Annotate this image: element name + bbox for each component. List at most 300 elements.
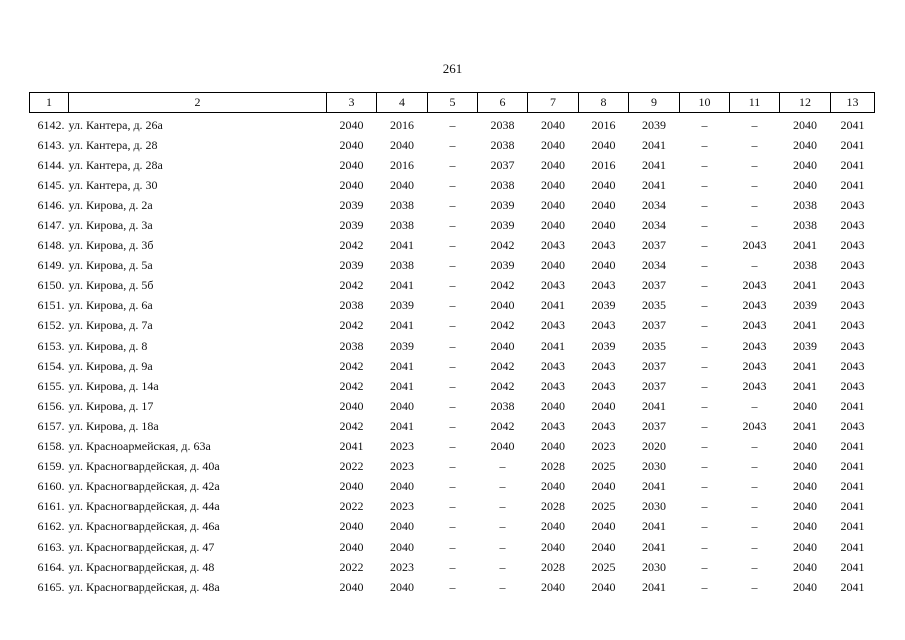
year-cell: 2028 [541, 499, 565, 514]
year-cell: 2041 [390, 238, 414, 253]
table-row [30, 537, 875, 557]
year-cell: – [751, 499, 758, 514]
year-cell: 2040 [390, 479, 414, 494]
year-cell: 2043 [591, 278, 616, 293]
year-cell: – [449, 117, 456, 132]
year-cell: 2022 [339, 499, 364, 514]
year-cell: 2042 [490, 318, 515, 333]
year-cell: – [449, 258, 456, 273]
column-header-11: 11 [730, 93, 780, 113]
year-cell: 2041 [642, 579, 666, 594]
year-cell: 2043 [591, 418, 616, 433]
year-cell: 2041 [390, 418, 414, 433]
year-cell: 2040 [793, 439, 817, 454]
table-row [30, 437, 875, 457]
address-cell: ул. Кирова, д. 17 [68, 398, 154, 413]
year-cell: – [449, 157, 456, 172]
year-cell: – [449, 499, 456, 514]
year-cell: – [449, 479, 456, 494]
table-row [30, 175, 875, 195]
year-cell: – [701, 157, 708, 172]
year-cell: 2028 [541, 559, 565, 574]
year-cell: 2040 [390, 519, 414, 534]
year-cell: 2040 [591, 137, 616, 152]
year-cell: 2040 [339, 519, 364, 534]
year-cell: 2025 [591, 459, 616, 474]
table-row [30, 276, 875, 296]
table-row [30, 497, 875, 517]
row-number: 6159. [37, 459, 65, 474]
year-cell: – [751, 157, 758, 172]
year-cell: 2038 [390, 218, 414, 233]
year-cell: 2040 [541, 117, 565, 132]
year-cell: 2041 [793, 278, 817, 293]
year-cell: 2041 [840, 459, 865, 474]
year-cell: 2041 [390, 358, 414, 373]
year-cell: 2040 [591, 519, 616, 534]
table-row [30, 356, 875, 376]
year-cell: 2040 [793, 459, 817, 474]
year-cell: – [499, 559, 506, 574]
address-cell: ул. Кантера, д. 26а [68, 117, 163, 132]
year-cell: 2043 [840, 418, 865, 433]
row-number: 6154. [37, 358, 65, 373]
data-table [29, 92, 875, 597]
year-cell: 2041 [840, 157, 865, 172]
year-cell: 2043 [591, 358, 616, 373]
year-cell: 2040 [339, 479, 364, 494]
year-cell: 2040 [541, 398, 565, 413]
year-cell: 2042 [339, 238, 364, 253]
year-cell: 2043 [742, 418, 767, 433]
year-cell: 2034 [642, 218, 666, 233]
year-cell: – [701, 459, 708, 474]
year-cell: 2040 [793, 177, 817, 192]
row-number: 6152. [37, 318, 65, 333]
year-cell: 2037 [642, 278, 666, 293]
year-cell: 2039 [591, 338, 616, 353]
address-cell: ул. Кирова, д. 14а [68, 378, 159, 393]
year-cell: 2041 [642, 177, 666, 192]
year-cell: 2040 [793, 559, 817, 574]
column-header-12: 12 [780, 93, 831, 113]
row-number: 6160. [37, 479, 65, 494]
year-cell: 2037 [642, 238, 666, 253]
year-cell: 2040 [541, 579, 565, 594]
year-cell: 2041 [840, 137, 865, 152]
year-cell: 2041 [840, 398, 865, 413]
year-cell: – [751, 177, 758, 192]
address-cell: ул. Кирова, д. 9а [68, 358, 153, 373]
address-cell: ул. Красногвардейская, д. 48 [68, 559, 215, 574]
year-cell: 2043 [840, 338, 865, 353]
year-cell: – [449, 579, 456, 594]
year-cell: 2043 [742, 378, 767, 393]
year-cell: 2041 [840, 539, 865, 554]
year-cell: 2041 [390, 378, 414, 393]
year-cell: 2040 [793, 579, 817, 594]
year-cell: 2040 [541, 539, 565, 554]
year-cell: – [751, 579, 758, 594]
year-cell: 2043 [591, 318, 616, 333]
row-number: 6156. [37, 398, 65, 413]
address-cell: ул. Кирова, д. 3а [68, 218, 153, 233]
year-cell: 2041 [793, 378, 817, 393]
year-cell: 2040 [591, 218, 616, 233]
year-cell: 2040 [793, 519, 817, 534]
year-cell: 2042 [339, 418, 364, 433]
year-cell: 2043 [742, 318, 767, 333]
table-row [30, 577, 875, 597]
address-cell: ул. Кантера, д. 28а [68, 157, 163, 172]
year-cell: – [751, 197, 758, 212]
year-cell: 2041 [793, 238, 817, 253]
year-cell: – [499, 539, 506, 554]
column-header-3: 3 [327, 93, 377, 113]
year-cell: 2039 [793, 298, 817, 313]
year-cell: – [751, 479, 758, 494]
address-cell: ул. Красногвардейская, д. 40а [68, 459, 220, 474]
year-cell: 2042 [339, 318, 364, 333]
column-header-6: 6 [478, 93, 528, 113]
year-cell: 2038 [390, 258, 414, 273]
year-cell: 2041 [390, 318, 414, 333]
year-cell: – [701, 479, 708, 494]
year-cell: – [701, 499, 708, 514]
year-cell: 2040 [339, 579, 364, 594]
year-cell: 2041 [541, 298, 565, 313]
year-cell: 2035 [642, 298, 666, 313]
year-cell: 2043 [742, 238, 767, 253]
year-cell: 2041 [840, 117, 865, 132]
year-cell: 2023 [390, 499, 414, 514]
year-cell: – [701, 177, 708, 192]
year-cell: 2034 [642, 258, 666, 273]
table-row [30, 135, 875, 155]
year-cell: 2043 [541, 378, 565, 393]
year-cell: 2016 [591, 117, 616, 132]
year-cell: 2041 [840, 177, 865, 192]
year-cell: 2040 [793, 539, 817, 554]
address-cell: ул. Красногвардейская, д. 47 [68, 539, 215, 554]
year-cell: – [701, 218, 708, 233]
year-cell: 2030 [642, 499, 666, 514]
year-cell: – [449, 539, 456, 554]
year-cell: – [449, 439, 456, 454]
year-cell: 2043 [840, 298, 865, 313]
year-cell: 2043 [742, 278, 767, 293]
year-cell: – [701, 358, 708, 373]
year-cell: 2023 [390, 439, 414, 454]
table-body [30, 113, 875, 598]
year-cell: – [701, 278, 708, 293]
year-cell: – [449, 358, 456, 373]
year-cell: 2043 [840, 278, 865, 293]
year-cell: 2040 [591, 258, 616, 273]
year-cell: 2041 [840, 579, 865, 594]
year-cell: 2043 [840, 258, 865, 273]
year-cell: 2030 [642, 559, 666, 574]
year-cell: 2035 [642, 338, 666, 353]
year-cell: – [751, 539, 758, 554]
year-cell: – [701, 418, 708, 433]
year-cell: 2041 [840, 479, 865, 494]
year-cell: 2043 [840, 218, 865, 233]
year-cell: 2038 [490, 177, 515, 192]
year-cell: 2043 [591, 378, 616, 393]
year-cell: – [449, 177, 456, 192]
year-cell: – [751, 258, 758, 273]
year-cell: 2038 [339, 298, 364, 313]
table-row [30, 396, 875, 416]
year-cell: 2039 [490, 258, 515, 273]
year-cell: 2040 [490, 439, 515, 454]
year-cell: 2023 [591, 439, 616, 454]
year-cell: 2043 [840, 238, 865, 253]
column-header-8: 8 [579, 93, 629, 113]
year-cell: – [701, 378, 708, 393]
year-cell: 2043 [840, 358, 865, 373]
year-cell: 2040 [390, 177, 414, 192]
year-cell: 2037 [642, 318, 666, 333]
row-number: 6151. [37, 298, 65, 313]
row-number: 6157. [37, 418, 65, 433]
year-cell: – [701, 197, 708, 212]
year-cell: 2037 [642, 358, 666, 373]
year-cell: 2016 [390, 157, 414, 172]
year-cell: 2039 [591, 298, 616, 313]
year-cell: 2020 [642, 439, 666, 454]
year-cell: – [751, 439, 758, 454]
address-cell: ул. Красноармейская, д. 63а [68, 439, 211, 454]
year-cell: 2041 [541, 338, 565, 353]
year-cell: – [449, 238, 456, 253]
year-cell: 2040 [541, 137, 565, 152]
year-cell: 2025 [591, 559, 616, 574]
address-cell: ул. Кирова, д. 18а [68, 418, 159, 433]
year-cell: 2040 [793, 157, 817, 172]
year-cell: 2040 [339, 157, 364, 172]
year-cell: 2038 [339, 338, 364, 353]
year-cell: 2041 [642, 539, 666, 554]
column-header-10: 10 [680, 93, 730, 113]
year-cell: 2038 [390, 197, 414, 212]
address-cell: ул. Красногвардейская, д. 46а [68, 519, 220, 534]
year-cell: 2041 [642, 137, 666, 152]
year-cell: 2042 [339, 378, 364, 393]
year-cell: 2040 [541, 197, 565, 212]
year-cell: – [701, 318, 708, 333]
year-cell: – [751, 137, 758, 152]
year-cell: – [449, 278, 456, 293]
year-cell: 2040 [793, 117, 817, 132]
year-cell: 2042 [339, 278, 364, 293]
row-number: 6142. [37, 117, 65, 132]
column-header-4: 4 [377, 93, 428, 113]
year-cell: – [449, 298, 456, 313]
year-cell: – [751, 398, 758, 413]
year-cell: – [449, 318, 456, 333]
year-cell: 2039 [490, 197, 515, 212]
year-cell: – [751, 459, 758, 474]
year-cell: – [701, 238, 708, 253]
year-cell: – [701, 398, 708, 413]
table-row [30, 195, 875, 215]
year-cell: 2040 [541, 258, 565, 273]
year-cell: 2043 [840, 378, 865, 393]
year-cell: 2040 [339, 539, 364, 554]
row-number: 6145. [37, 177, 65, 192]
address-cell: ул. Кирова, д. 5а [68, 258, 153, 273]
address-cell: ул. Кантера, д. 28 [68, 137, 158, 152]
year-cell: 2040 [793, 499, 817, 514]
year-cell: 2040 [541, 177, 565, 192]
year-cell: 2041 [339, 439, 364, 454]
year-cell: 2043 [541, 418, 565, 433]
address-cell: ул. Кирова, д. 2а [68, 197, 153, 212]
table-row [30, 336, 875, 356]
year-cell: – [499, 479, 506, 494]
year-cell: 2040 [591, 197, 616, 212]
year-cell: 2041 [390, 278, 414, 293]
year-cell: 2041 [840, 499, 865, 514]
year-cell: – [701, 117, 708, 132]
year-cell: 2043 [742, 358, 767, 373]
year-cell: 2040 [591, 579, 616, 594]
table-row [30, 557, 875, 577]
table-row [30, 457, 875, 477]
row-number: 6165. [37, 579, 65, 594]
table-row [30, 517, 875, 537]
year-cell: 2040 [339, 137, 364, 152]
address-cell: ул. Кирова, д. 3б [68, 238, 154, 253]
year-cell: 2042 [490, 238, 515, 253]
row-number: 6143. [37, 137, 65, 152]
year-cell: 2023 [390, 559, 414, 574]
year-cell: 2038 [490, 398, 515, 413]
year-cell: 2040 [591, 539, 616, 554]
year-cell: 2043 [840, 318, 865, 333]
year-cell: 2037 [490, 157, 515, 172]
year-cell: 2040 [793, 398, 817, 413]
year-cell: 2039 [390, 298, 414, 313]
table-row [30, 155, 875, 175]
year-cell: 2040 [793, 137, 817, 152]
year-cell: 2038 [490, 137, 515, 152]
year-cell: 2041 [793, 418, 817, 433]
year-cell: 2016 [390, 117, 414, 132]
year-cell: 2040 [390, 539, 414, 554]
year-cell: – [701, 137, 708, 152]
year-cell: – [449, 459, 456, 474]
address-cell: ул. Красногвардейская, д. 48а [68, 579, 220, 594]
year-cell: 2039 [793, 338, 817, 353]
row-number: 6148. [37, 238, 65, 253]
year-cell: 2041 [793, 318, 817, 333]
year-cell: – [701, 338, 708, 353]
page-number: 261 [442, 61, 463, 76]
address-cell: ул. Кирова, д. 6а [68, 298, 153, 313]
year-cell: 2022 [339, 459, 364, 474]
year-cell: – [751, 559, 758, 574]
year-cell: 2042 [339, 358, 364, 373]
year-cell: 2028 [541, 459, 565, 474]
year-cell: 2039 [339, 197, 364, 212]
column-header-row [30, 93, 875, 113]
table-row [30, 316, 875, 336]
year-cell: 2043 [840, 197, 865, 212]
year-cell: – [701, 539, 708, 554]
year-cell: 2041 [840, 439, 865, 454]
year-cell: 2040 [490, 338, 515, 353]
address-cell: ул. Кирова, д. 8 [68, 338, 148, 353]
year-cell: 2040 [541, 479, 565, 494]
year-cell: 2040 [591, 398, 616, 413]
row-number: 6161. [37, 499, 65, 514]
table-row [30, 215, 875, 235]
row-number: 6146. [37, 197, 65, 212]
year-cell: 2041 [642, 157, 666, 172]
row-number: 6163. [37, 539, 65, 554]
row-number: 6153. [37, 338, 65, 353]
year-cell: 2043 [541, 278, 565, 293]
year-cell: 2041 [642, 519, 666, 534]
year-cell: – [449, 197, 456, 212]
table-row [30, 477, 875, 497]
year-cell: 2043 [541, 318, 565, 333]
row-number: 6147. [37, 218, 65, 233]
row-number: 6158. [37, 439, 65, 454]
year-cell: – [449, 398, 456, 413]
table-row [30, 416, 875, 436]
address-cell: ул. Красногвардейская, д. 42а [68, 479, 220, 494]
year-cell: – [701, 519, 708, 534]
column-header-7: 7 [528, 93, 579, 113]
year-cell: – [701, 579, 708, 594]
year-cell: 2043 [541, 238, 565, 253]
year-cell: – [449, 137, 456, 152]
address-cell: ул. Кантера, д. 30 [68, 177, 158, 192]
year-cell: 2042 [490, 418, 515, 433]
year-cell: – [701, 258, 708, 273]
column-header-1: 1 [30, 93, 69, 113]
year-cell: 2041 [642, 479, 666, 494]
row-number: 6162. [37, 519, 65, 534]
year-cell: 2040 [591, 177, 616, 192]
table-row [30, 236, 875, 256]
table-row [30, 296, 875, 316]
year-cell: – [449, 218, 456, 233]
year-cell: 2016 [591, 157, 616, 172]
year-cell: – [449, 418, 456, 433]
year-cell: 2041 [642, 398, 666, 413]
year-cell: 2040 [793, 479, 817, 494]
year-cell: 2041 [840, 559, 865, 574]
column-header-2: 2 [69, 93, 327, 113]
year-cell: 2038 [793, 218, 817, 233]
address-cell: ул. Кирова, д. 5б [68, 278, 154, 293]
row-number: 6144. [37, 157, 65, 172]
row-number: 6150. [37, 278, 65, 293]
year-cell: – [751, 218, 758, 233]
year-cell: – [449, 338, 456, 353]
year-cell: 2040 [390, 579, 414, 594]
year-cell: 2043 [591, 238, 616, 253]
year-cell: – [701, 298, 708, 313]
year-cell: 2025 [591, 499, 616, 514]
year-cell: 2039 [642, 117, 666, 132]
year-cell: – [449, 378, 456, 393]
